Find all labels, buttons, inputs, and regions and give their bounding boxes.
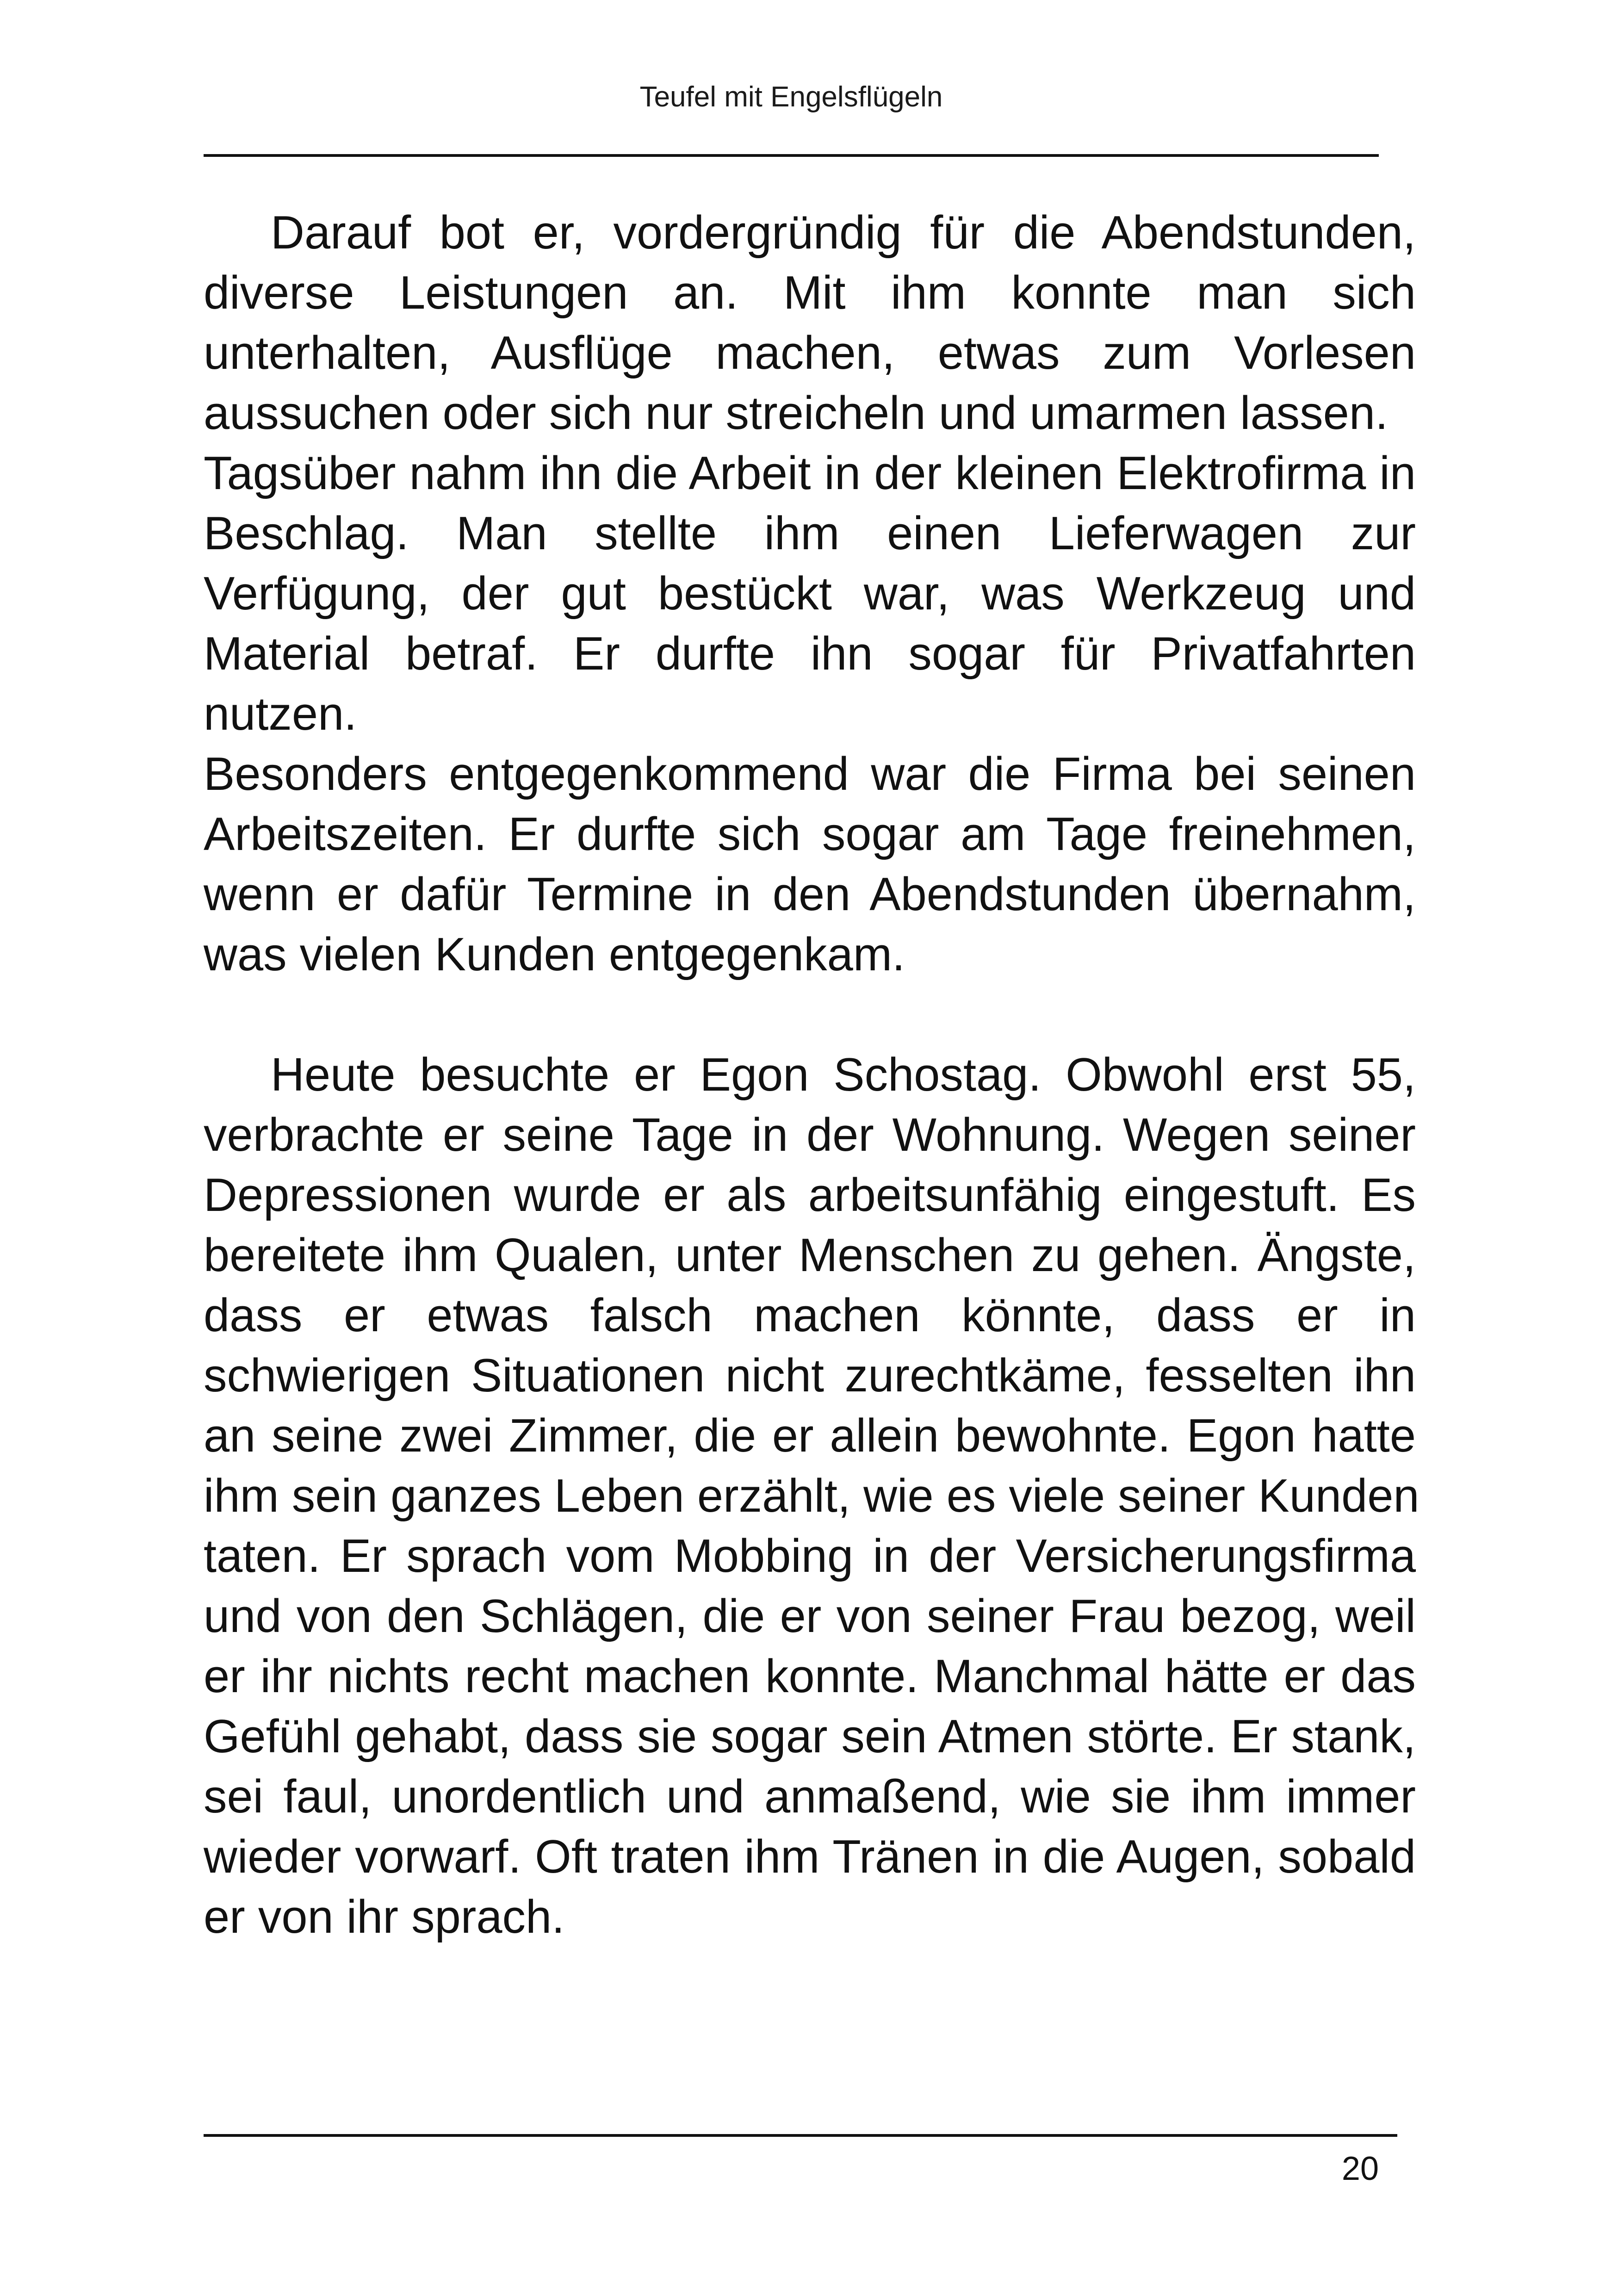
paragraph-line: Arbeitszeiten. Er durfte sich sogar am Tage freinehmen, — [204, 808, 1416, 860]
paragraph-line: Verfügung, der gut bestückt war, was Werkzeug und — [204, 568, 1416, 620]
paragraph-line: Heute besuchte er Egon Schostag. Obwohl erst 55, — [271, 1049, 1416, 1101]
paragraph-line: ihm sein ganzes Leben erzählt, wie es viele seiner Kunden — [204, 1470, 1420, 1522]
paragraph-line: aussuchen oder sich nur streicheln und umarmen lassen. — [204, 387, 1389, 439]
paragraph-line: nutzen. — [204, 688, 357, 740]
paragraph-line: Tagsüber nahm ihn die Arbeit in der kleinen Elektrofirma in — [204, 447, 1416, 499]
footer-divider — [204, 2134, 1397, 2137]
paragraph-line: bereitete ihm Qualen, unter Menschen zu gehen. Ängste, — [204, 1229, 1416, 1281]
paragraph-line: Gefühl gehabt, dass sie sogar sein Atmen störte. Er stank, — [204, 1711, 1416, 1762]
paragraph-line: Darauf bot er, vordergründig für die Abendstunden, — [271, 207, 1416, 259]
paragraph-line: verbrachte er seine Tage in der Wohnung. Wegen seiner — [204, 1109, 1416, 1161]
paragraph-line: an seine zwei Zimmer, die er allein bewohnte. Egon hatte — [204, 1410, 1416, 1462]
paragraph-line: schwierigen Situationen nicht zurechtkäme, fesselten ihn — [204, 1350, 1416, 1402]
paragraph-spacer — [204, 985, 1416, 1045]
paragraph-line: und von den Schlägen, die er von seiner Frau bezog, weil — [204, 1590, 1416, 1642]
paragraph-line: Depressionen wurde er als arbeitsunfähig eingestuft. Es — [204, 1169, 1416, 1221]
paragraph-line: er von ihr sprach. — [204, 1891, 565, 1943]
header-divider — [204, 154, 1379, 157]
page-number: 20 — [1341, 2150, 1379, 2187]
body-text — [204, 203, 1420, 1947]
paragraph-line: er ihr nichts recht machen konnte. Manchmal hätte er das — [204, 1651, 1416, 1702]
paragraph-line: was vielen Kunden entgegenkam. — [204, 929, 905, 980]
paragraph-line: Besonders entgegenkommend war die Firma bei seinen — [204, 748, 1416, 800]
paragraph-line: Beschlag. Man stellte ihm einen Lieferwagen zur — [204, 508, 1416, 559]
paragraph-line: dass er etwas falsch machen könnte, dass er in — [204, 1290, 1416, 1341]
paragraph-line: unterhalten, Ausflüge machen, etwas zum Vorlesen — [204, 327, 1416, 379]
paragraph-line: wenn er dafür Termine in den Abendstunden übernahm, — [204, 869, 1416, 920]
paragraph-line: sei faul, unordentlich und anmaßend, wie sie ihm immer — [204, 1771, 1416, 1823]
running-header-title: Teufel mit Engelsflügeln — [639, 81, 943, 113]
paragraph-line: taten. Er sprach vom Mobbing in der Versicherungsfirma — [204, 1530, 1416, 1582]
paragraph-line: Material betraf. Er durfte ihn sogar für Privatfahrten — [204, 628, 1416, 680]
paragraph-line: diverse Leistungen an. Mit ihm konnte man sich — [204, 267, 1416, 319]
paragraph-line: wieder vorwarf. Oft traten ihm Tränen in die Augen, sobald — [204, 1831, 1416, 1883]
